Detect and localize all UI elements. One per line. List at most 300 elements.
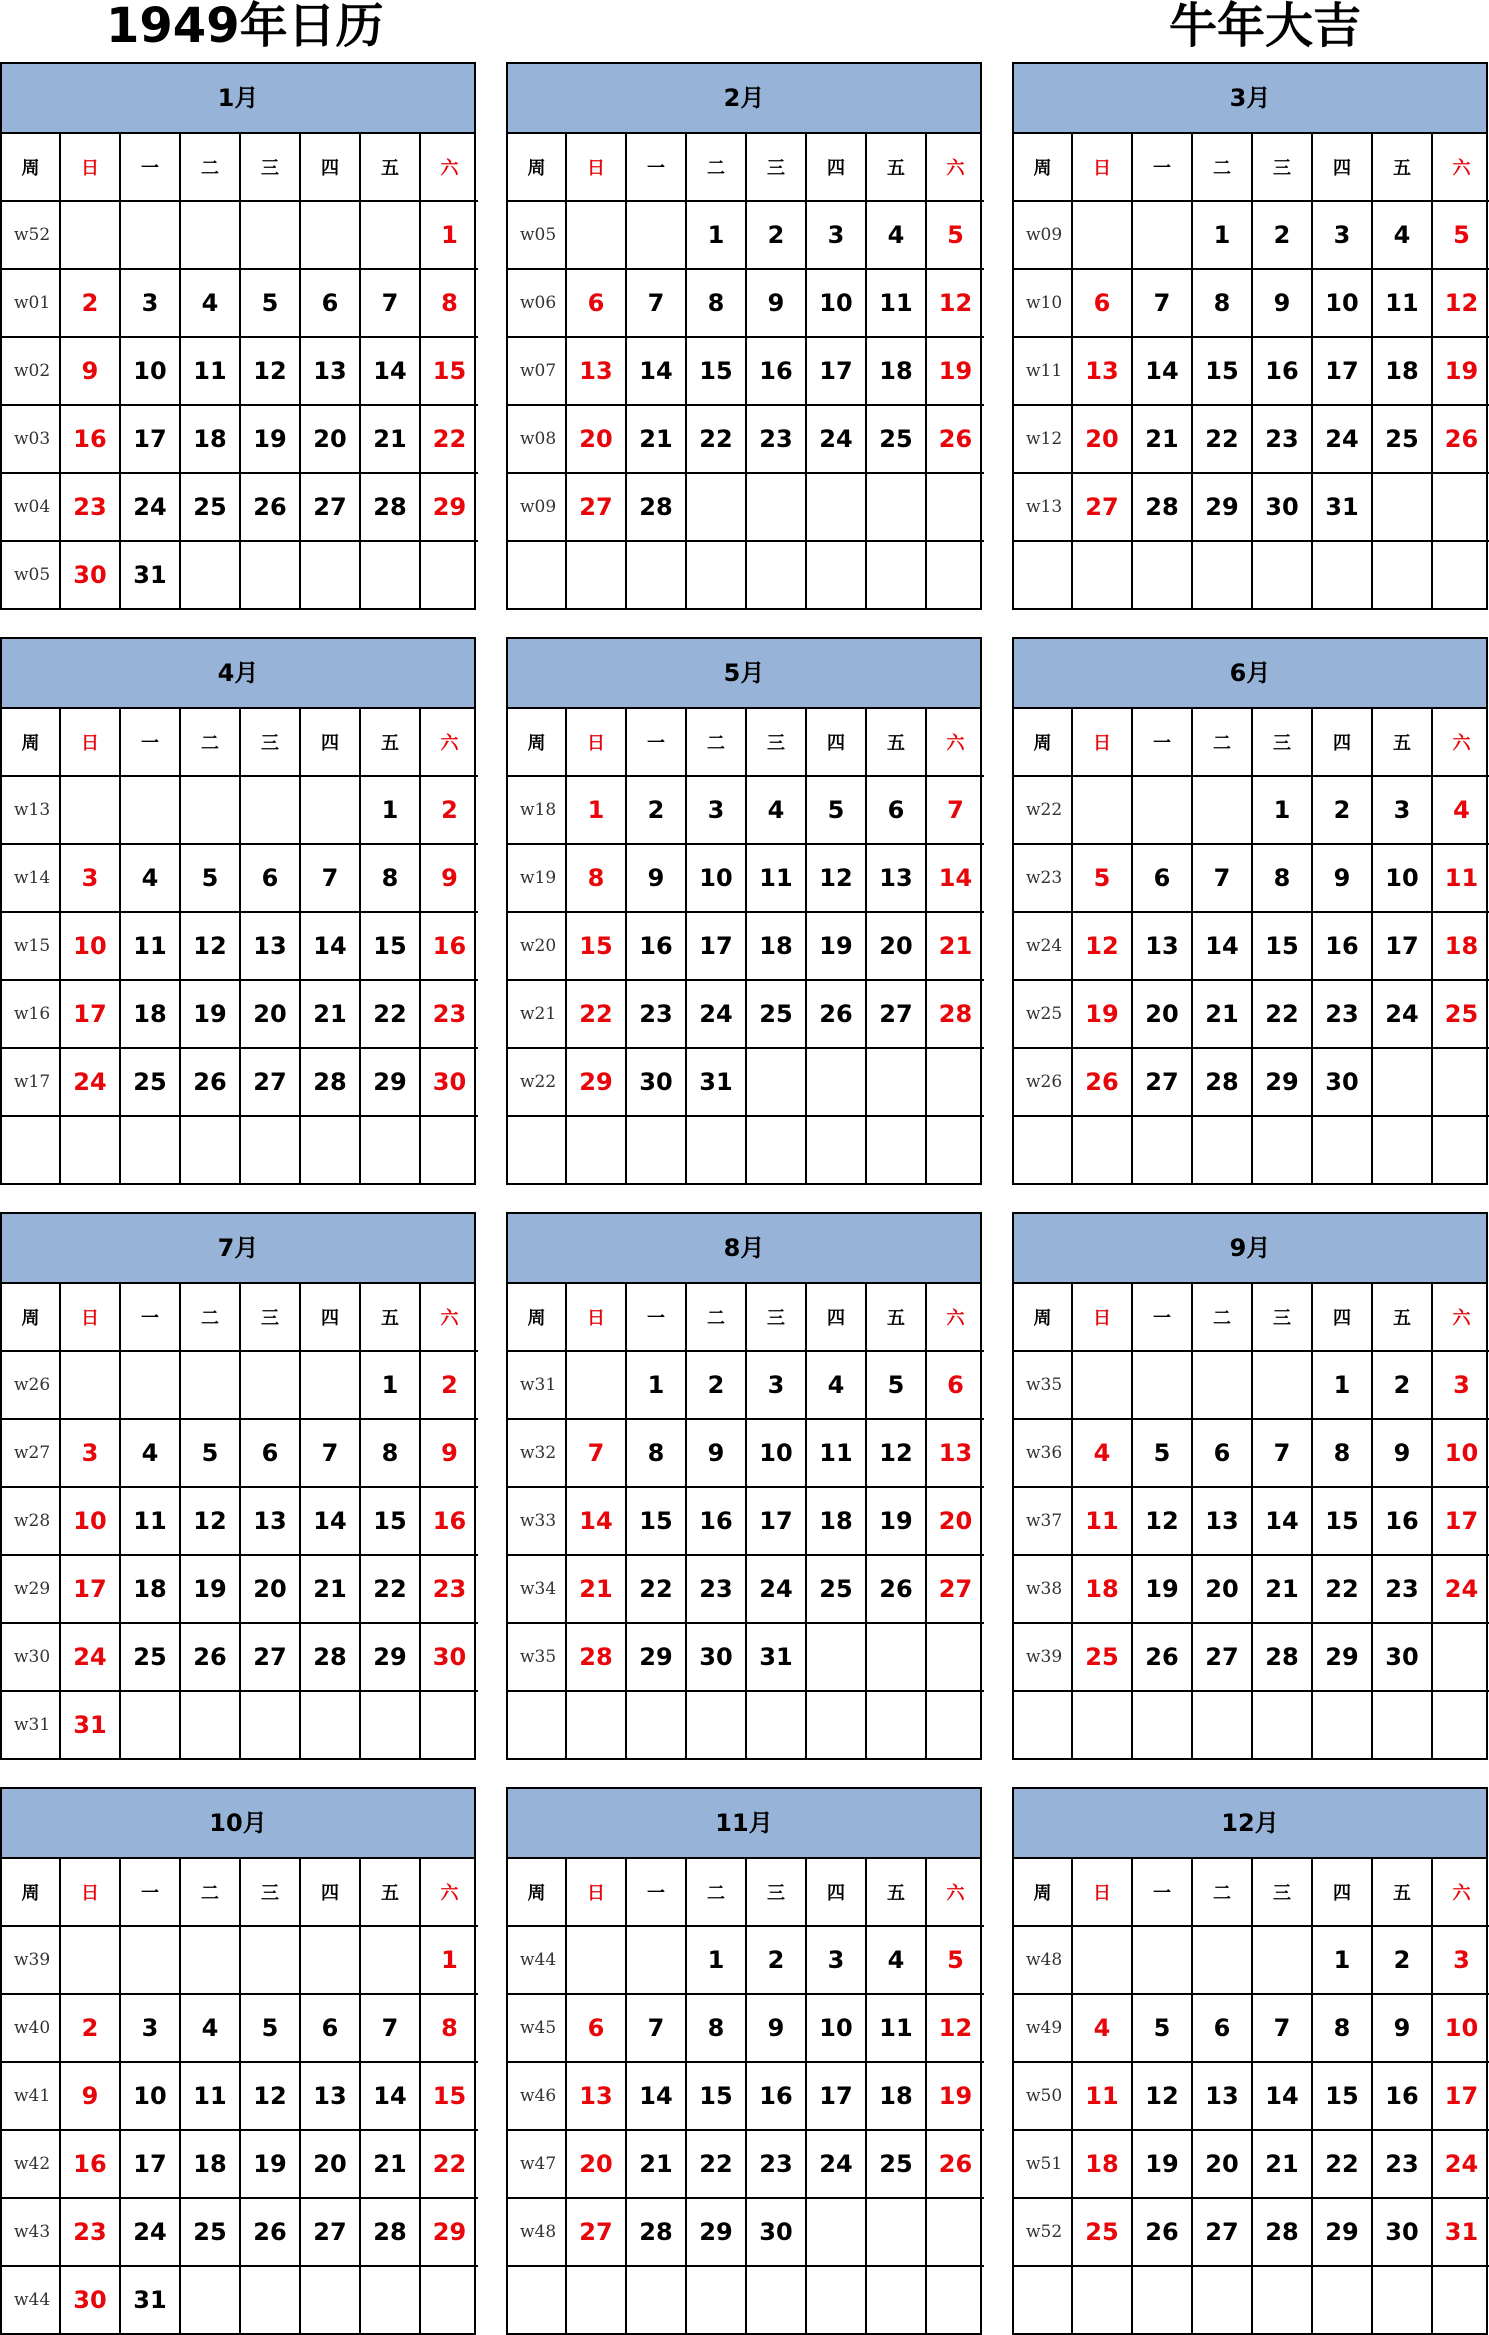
month-title: 3月 (1014, 64, 1486, 134)
empty-cell (1072, 776, 1132, 844)
empty-cell (1132, 2266, 1192, 2333)
day-cell: 26 (1072, 1048, 1132, 1116)
empty-cell (746, 2266, 806, 2333)
empty-cell (1072, 201, 1132, 269)
day-cell: 14 (360, 2062, 420, 2130)
day-cell: 17 (60, 980, 120, 1048)
day-cell: 11 (120, 912, 180, 980)
week-row (508, 2130, 984, 2198)
empty-cell (120, 776, 180, 844)
day-cell: 9 (420, 1419, 478, 1487)
day-cell: 5 (1432, 201, 1489, 269)
week-row (508, 541, 984, 608)
day-cell: 17 (746, 1487, 806, 1555)
empty-cell (866, 541, 926, 608)
week-number: w05 (508, 201, 566, 269)
day-cell: 28 (300, 1048, 360, 1116)
day-cell: 6 (566, 1994, 626, 2062)
day-cell: 24 (746, 1555, 806, 1623)
week-number: w16 (2, 980, 60, 1048)
day-cell: 5 (926, 1926, 984, 1994)
week-number (508, 1691, 566, 1758)
empty-cell (1372, 1116, 1432, 1183)
empty-cell (300, 776, 360, 844)
day-cell: 3 (120, 269, 180, 337)
day-cell: 7 (626, 269, 686, 337)
weekday-header: 五 (360, 134, 420, 201)
day-cell: 17 (60, 1555, 120, 1623)
day-cell: 3 (686, 776, 746, 844)
weekday-header: 四 (1312, 709, 1372, 776)
day-cell: 15 (420, 2062, 478, 2130)
weekday-header: 日 (566, 1859, 626, 1926)
day-cell: 8 (1252, 844, 1312, 912)
day-cell: 3 (806, 201, 866, 269)
day-cell: 27 (240, 1623, 300, 1691)
month-grid (1014, 709, 1489, 1183)
empty-cell (866, 1691, 926, 1758)
empty-cell (360, 1116, 420, 1183)
weekday-header: 三 (746, 134, 806, 201)
weekday-header: 一 (626, 1859, 686, 1926)
day-cell: 30 (626, 1048, 686, 1116)
day-cell: 2 (1252, 201, 1312, 269)
day-cell: 22 (1312, 1555, 1372, 1623)
day-cell: 21 (300, 1555, 360, 1623)
day-cell: 17 (1432, 2062, 1489, 2130)
day-cell: 11 (1432, 844, 1489, 912)
empty-cell (1252, 1691, 1312, 1758)
week-row (1014, 541, 1489, 608)
empty-cell (746, 1116, 806, 1183)
week-row (1014, 776, 1489, 844)
weekday-header-row (2, 134, 478, 201)
empty-cell (1372, 1691, 1432, 1758)
week-number (508, 1116, 566, 1183)
week-row (508, 1116, 984, 1183)
day-cell: 6 (300, 1994, 360, 2062)
month-title: 12月 (1014, 1789, 1486, 1859)
week-row (2, 1116, 478, 1183)
empty-cell (1252, 2266, 1312, 2333)
day-cell: 15 (420, 337, 478, 405)
month-title: 5月 (508, 639, 980, 709)
empty-cell (240, 1116, 300, 1183)
week-number: w15 (2, 912, 60, 980)
week-number: w14 (2, 844, 60, 912)
day-cell: 17 (120, 405, 180, 473)
empty-cell (1372, 473, 1432, 541)
day-cell: 22 (360, 1555, 420, 1623)
day-cell: 11 (1072, 2062, 1132, 2130)
day-cell: 12 (180, 1487, 240, 1555)
day-cell: 18 (1072, 2130, 1132, 2198)
day-cell: 8 (626, 1419, 686, 1487)
week-number: w20 (508, 912, 566, 980)
day-cell: 3 (1312, 201, 1372, 269)
week-row (1014, 1116, 1489, 1183)
week-number: w49 (1014, 1994, 1072, 2062)
week-row (1014, 2198, 1489, 2266)
week-column-header: 周 (508, 1859, 566, 1926)
week-row (2, 1623, 478, 1691)
weekday-header: 日 (1072, 134, 1132, 201)
week-number: w27 (2, 1419, 60, 1487)
week-row (2, 1351, 478, 1419)
weekday-header: 日 (566, 709, 626, 776)
day-cell: 28 (360, 2198, 420, 2266)
empty-cell (1432, 1048, 1489, 1116)
day-cell: 2 (746, 201, 806, 269)
day-cell: 29 (360, 1623, 420, 1691)
empty-cell (626, 2266, 686, 2333)
week-row (2, 1926, 478, 1994)
week-number: w23 (1014, 844, 1072, 912)
week-number: w32 (508, 1419, 566, 1487)
day-cell: 27 (300, 473, 360, 541)
day-cell: 21 (1252, 1555, 1312, 1623)
week-row (1014, 1555, 1489, 1623)
day-cell: 17 (1372, 912, 1432, 980)
month-grid (1014, 1859, 1489, 2333)
day-cell: 5 (240, 1994, 300, 2062)
month-calendar (0, 62, 476, 610)
day-cell: 18 (120, 980, 180, 1048)
day-cell: 8 (420, 269, 478, 337)
day-cell: 10 (120, 337, 180, 405)
day-cell: 11 (746, 844, 806, 912)
day-cell: 26 (926, 405, 984, 473)
empty-cell (1312, 1116, 1372, 1183)
day-cell: 15 (360, 912, 420, 980)
day-cell: 29 (1192, 473, 1252, 541)
week-number: w29 (2, 1555, 60, 1623)
day-cell: 4 (180, 1994, 240, 2062)
empty-cell (1432, 473, 1489, 541)
week-number: w13 (1014, 473, 1072, 541)
weekday-header-row (508, 134, 984, 201)
day-cell: 23 (1372, 2130, 1432, 2198)
empty-cell (1072, 541, 1132, 608)
day-cell: 30 (1312, 1048, 1372, 1116)
week-number: w38 (1014, 1555, 1072, 1623)
week-number (508, 2266, 566, 2333)
week-number: w36 (1014, 1419, 1072, 1487)
day-cell: 16 (1312, 912, 1372, 980)
day-cell: 13 (926, 1419, 984, 1487)
empty-cell (1252, 541, 1312, 608)
day-cell: 26 (926, 2130, 984, 2198)
day-cell: 24 (1372, 980, 1432, 1048)
empty-cell (926, 1691, 984, 1758)
month-grid (2, 134, 478, 608)
week-column-header: 周 (508, 134, 566, 201)
day-cell: 8 (566, 844, 626, 912)
day-cell: 1 (566, 776, 626, 844)
day-cell: 25 (1072, 1623, 1132, 1691)
day-cell: 14 (360, 337, 420, 405)
day-cell: 9 (60, 2062, 120, 2130)
week-number: w46 (508, 2062, 566, 2130)
week-number (1014, 2266, 1072, 2333)
day-cell: 15 (1312, 1487, 1372, 1555)
empty-cell (1312, 541, 1372, 608)
week-row (1014, 269, 1489, 337)
empty-cell (806, 2198, 866, 2266)
empty-cell (420, 541, 478, 608)
day-cell: 11 (806, 1419, 866, 1487)
week-row (2, 1419, 478, 1487)
day-cell: 5 (926, 201, 984, 269)
weekday-header-row (508, 1284, 984, 1351)
weekday-header: 六 (926, 1859, 984, 1926)
empty-cell (806, 1691, 866, 1758)
empty-cell (360, 1691, 420, 1758)
day-cell: 25 (866, 405, 926, 473)
day-cell: 30 (420, 1623, 478, 1691)
weekday-header: 五 (360, 1284, 420, 1351)
week-number: w21 (508, 980, 566, 1048)
month-grid (1014, 134, 1489, 608)
day-cell: 10 (60, 1487, 120, 1555)
day-cell: 26 (866, 1555, 926, 1623)
day-cell: 13 (240, 1487, 300, 1555)
empty-cell (806, 1623, 866, 1691)
weekday-header: 三 (240, 1284, 300, 1351)
day-cell: 28 (1252, 1623, 1312, 1691)
day-cell: 23 (746, 2130, 806, 2198)
weekday-header: 三 (240, 134, 300, 201)
empty-cell (180, 1116, 240, 1183)
day-cell: 10 (1372, 844, 1432, 912)
day-cell: 26 (1132, 1623, 1192, 1691)
empty-cell (1432, 2266, 1489, 2333)
empty-cell (300, 1116, 360, 1183)
weekday-header: 四 (1312, 1284, 1372, 1351)
month-grid (2, 1859, 478, 2333)
day-cell: 19 (926, 2062, 984, 2130)
week-number: w22 (1014, 776, 1072, 844)
empty-cell (866, 1048, 926, 1116)
day-cell: 29 (420, 473, 478, 541)
day-cell: 25 (1372, 405, 1432, 473)
day-cell: 1 (360, 1351, 420, 1419)
day-cell: 29 (360, 1048, 420, 1116)
day-cell: 15 (360, 1487, 420, 1555)
empty-cell (300, 1926, 360, 1994)
day-cell: 20 (240, 980, 300, 1048)
day-cell: 10 (806, 269, 866, 337)
day-cell: 24 (120, 473, 180, 541)
day-cell: 23 (60, 473, 120, 541)
day-cell: 16 (746, 2062, 806, 2130)
month-calendar (1012, 637, 1488, 1185)
day-cell: 18 (866, 2062, 926, 2130)
day-cell: 28 (1252, 2198, 1312, 2266)
day-cell: 25 (1072, 2198, 1132, 2266)
week-number: w03 (2, 405, 60, 473)
day-cell: 27 (300, 2198, 360, 2266)
day-cell: 27 (1132, 1048, 1192, 1116)
empty-cell (806, 473, 866, 541)
day-cell: 8 (686, 269, 746, 337)
week-number: w13 (2, 776, 60, 844)
day-cell: 16 (626, 912, 686, 980)
empty-cell (1432, 541, 1489, 608)
empty-cell (626, 1691, 686, 1758)
empty-cell (926, 1048, 984, 1116)
day-cell: 21 (360, 405, 420, 473)
empty-cell (686, 1691, 746, 1758)
week-number: w39 (2, 1926, 60, 1994)
day-cell: 14 (626, 337, 686, 405)
day-cell: 20 (300, 405, 360, 473)
day-cell: 11 (1072, 1487, 1132, 1555)
empty-cell (1192, 1926, 1252, 1994)
weekday-header: 三 (240, 1859, 300, 1926)
empty-cell (566, 1116, 626, 1183)
week-number: w44 (508, 1926, 566, 1994)
weekday-header: 六 (1432, 1859, 1489, 1926)
weekday-header: 五 (866, 709, 926, 776)
week-number: w18 (508, 776, 566, 844)
day-cell: 19 (1132, 2130, 1192, 2198)
empty-cell (180, 2266, 240, 2333)
day-cell: 12 (240, 2062, 300, 2130)
week-row (508, 776, 984, 844)
day-cell: 22 (686, 2130, 746, 2198)
week-row (1014, 1691, 1489, 1758)
day-cell: 12 (926, 269, 984, 337)
day-cell: 2 (1372, 1351, 1432, 1419)
weekday-header: 四 (806, 709, 866, 776)
month-title: 10月 (2, 1789, 474, 1859)
day-cell: 15 (686, 2062, 746, 2130)
weekday-header: 四 (300, 1284, 360, 1351)
empty-cell (926, 1623, 984, 1691)
week-number: w05 (2, 541, 60, 608)
empty-cell (866, 2198, 926, 2266)
week-number: w09 (508, 473, 566, 541)
empty-cell (60, 776, 120, 844)
day-cell: 6 (566, 269, 626, 337)
empty-cell (120, 1351, 180, 1419)
day-cell: 2 (60, 1994, 120, 2062)
empty-cell (1312, 2266, 1372, 2333)
day-cell: 6 (1132, 844, 1192, 912)
day-cell: 7 (626, 1994, 686, 2062)
day-cell: 14 (626, 2062, 686, 2130)
day-cell: 9 (1372, 1419, 1432, 1487)
week-row (2, 776, 478, 844)
week-row (1014, 1487, 1489, 1555)
day-cell: 2 (420, 776, 478, 844)
week-number: w51 (1014, 2130, 1072, 2198)
month-calendar (0, 1212, 476, 1760)
empty-cell (1432, 1623, 1489, 1691)
empty-cell (866, 1116, 926, 1183)
day-cell: 13 (240, 912, 300, 980)
month-calendar (1012, 62, 1488, 610)
empty-cell (1072, 1351, 1132, 1419)
week-row (2, 1487, 478, 1555)
weekday-header-row (2, 1284, 478, 1351)
weekday-header: 四 (300, 134, 360, 201)
empty-cell (180, 1691, 240, 1758)
week-number: w17 (2, 1048, 60, 1116)
day-cell: 16 (686, 1487, 746, 1555)
day-cell: 11 (120, 1487, 180, 1555)
day-cell: 13 (300, 2062, 360, 2130)
week-row (2, 2062, 478, 2130)
day-cell: 28 (1192, 1048, 1252, 1116)
week-number: w48 (508, 2198, 566, 2266)
day-cell: 3 (60, 844, 120, 912)
empty-cell (686, 1116, 746, 1183)
day-cell: 18 (1072, 1555, 1132, 1623)
weekday-header: 二 (180, 709, 240, 776)
empty-cell (120, 201, 180, 269)
week-number: w08 (508, 405, 566, 473)
day-cell: 10 (1432, 1994, 1489, 2062)
week-row (508, 1351, 984, 1419)
weekday-header: 四 (806, 1284, 866, 1351)
day-cell: 28 (360, 473, 420, 541)
day-cell: 16 (420, 912, 478, 980)
day-cell: 5 (180, 1419, 240, 1487)
day-cell: 20 (240, 1555, 300, 1623)
day-cell: 8 (1192, 269, 1252, 337)
day-cell: 13 (1192, 2062, 1252, 2130)
day-cell: 27 (866, 980, 926, 1048)
empty-cell (120, 1691, 180, 1758)
day-cell: 10 (1432, 1419, 1489, 1487)
day-cell: 7 (1192, 844, 1252, 912)
day-cell: 31 (686, 1048, 746, 1116)
empty-cell (120, 1116, 180, 1183)
empty-cell (806, 2266, 866, 2333)
day-cell: 30 (1372, 1623, 1432, 1691)
empty-cell (626, 541, 686, 608)
day-cell: 12 (1132, 2062, 1192, 2130)
month-calendar (0, 637, 476, 1185)
day-cell: 2 (686, 1351, 746, 1419)
week-row (2, 405, 478, 473)
empty-cell (300, 541, 360, 608)
week-column-header: 周 (1014, 134, 1072, 201)
week-row (2, 2266, 478, 2333)
weekday-header: 三 (746, 1284, 806, 1351)
empty-cell (566, 1926, 626, 1994)
week-row (2, 2198, 478, 2266)
empty-cell (240, 541, 300, 608)
day-cell: 31 (60, 1691, 120, 1758)
day-cell: 7 (566, 1419, 626, 1487)
week-number: w39 (1014, 1623, 1072, 1691)
day-cell: 25 (806, 1555, 866, 1623)
weekday-header: 一 (120, 134, 180, 201)
week-number: w02 (2, 337, 60, 405)
empty-cell (866, 473, 926, 541)
day-cell: 18 (806, 1487, 866, 1555)
empty-cell (1372, 2266, 1432, 2333)
week-number: w01 (2, 269, 60, 337)
day-cell: 16 (420, 1487, 478, 1555)
day-cell: 6 (1072, 269, 1132, 337)
week-row (1014, 844, 1489, 912)
week-number: w37 (1014, 1487, 1072, 1555)
day-cell: 30 (1372, 2198, 1432, 2266)
